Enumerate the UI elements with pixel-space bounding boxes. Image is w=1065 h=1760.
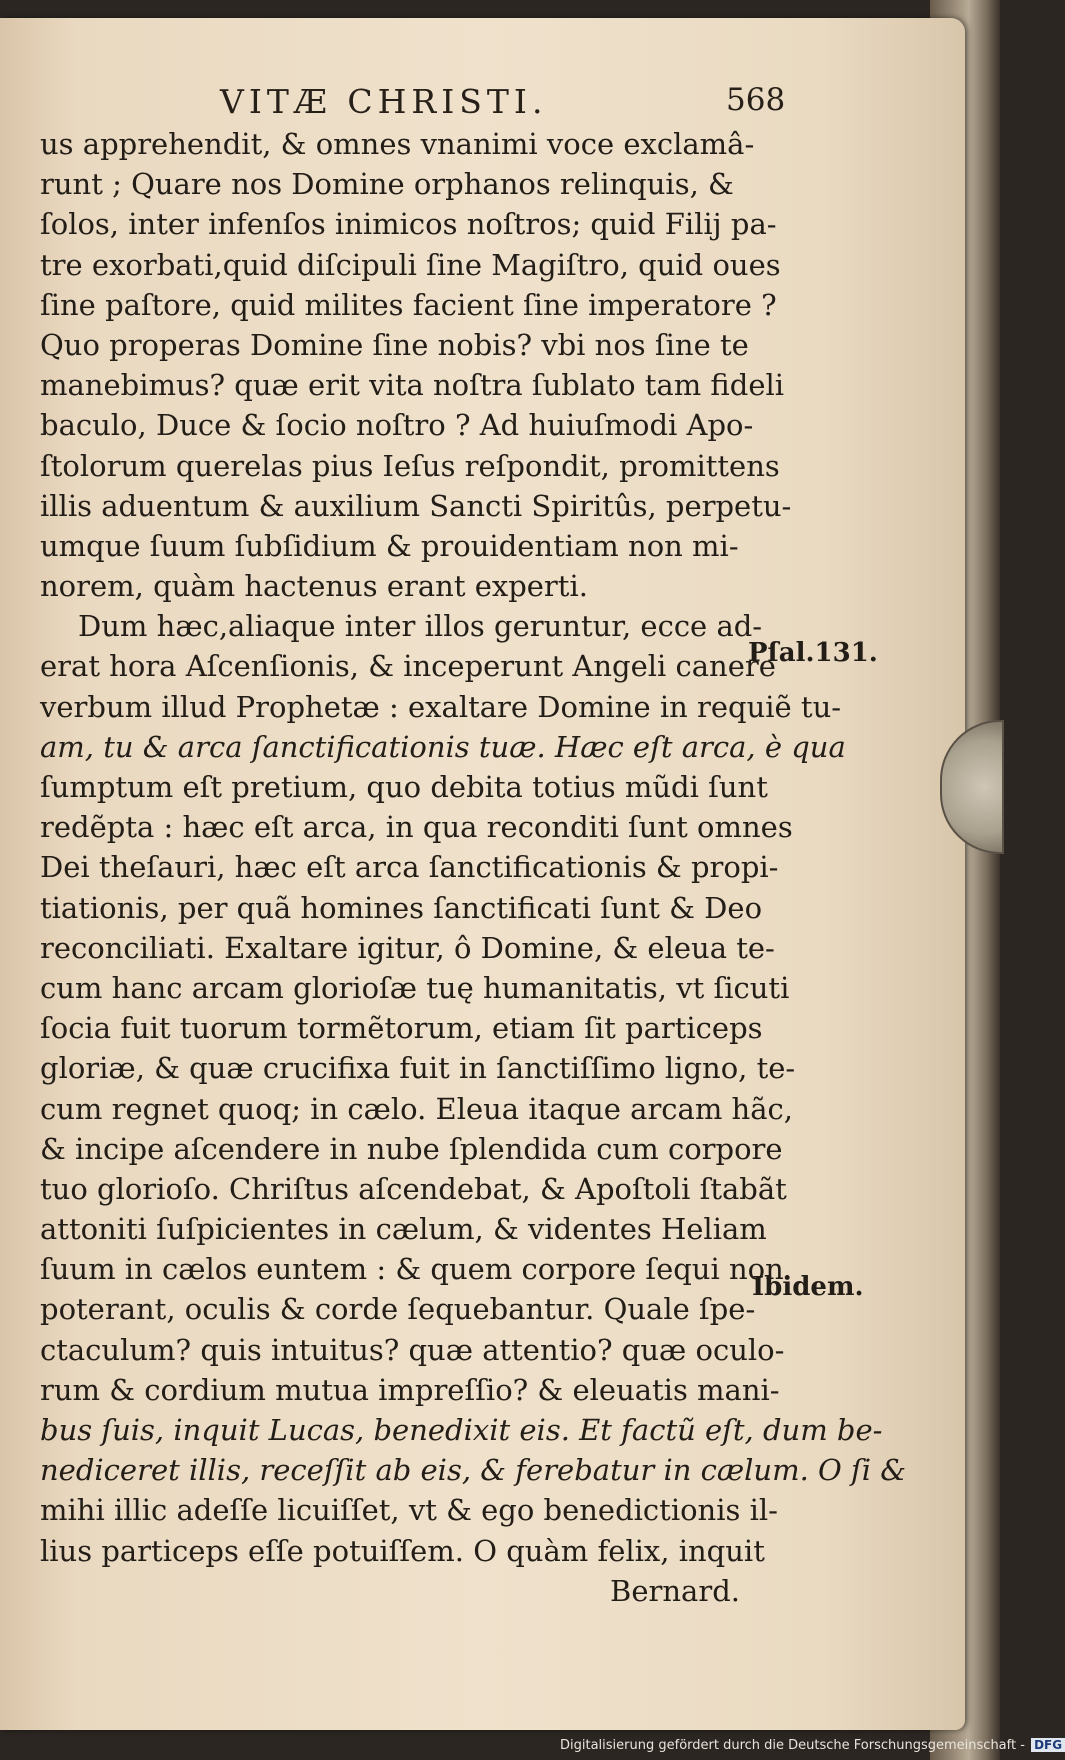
footer-credit: Digitalisierung gefördert durch die Deutsche Forschungsgemeinschaft -	[560, 1738, 1025, 1753]
page-number: 568	[726, 82, 786, 118]
text-line: cum hanc arcam glorioſæ tuę humanitatis, vt ſicuti	[40, 970, 790, 1005]
running-head	[0, 68, 965, 128]
text-line: manebimus? quæ erit vita noſtra ſublato tam fideli	[40, 368, 785, 403]
text-line: redẽpta : hæc eſt arca, in qua reconditi ſunt omnes	[40, 810, 793, 845]
text-line: baculo, Duce & ſocio noſtro ? Ad huiuſmodi Apo-	[40, 408, 754, 443]
text-line: bus ſuis, inquit Lucas, benedixit eis. Et factũ eſt, dum be-	[40, 1413, 883, 1447]
text-line: ſine paſtore, quid milites facient ſine imperatore ?	[40, 287, 777, 322]
running-head-title: VITÆ CHRISTI.	[220, 82, 548, 121]
text-line: us apprehendit, & omnes vnanimi voce exclamâ-	[40, 127, 755, 161]
text-line: tiationis, per quã homines ſanctificati ſunt & Deo	[40, 890, 763, 925]
text-line: ctaculum? quis intuitus? quæ attentio? quæ oculo-	[40, 1332, 785, 1367]
text-line: ſuum in cælos euntem : & quem corpore ſequi non	[40, 1252, 784, 1287]
text-line: tuo glorioſo. Chriſtus aſcendebat, & Apoſtoli ſtabãt	[40, 1171, 787, 1206]
text-line: ſumptum eſt pretium, quo debita totius mũdi ſunt	[40, 770, 768, 804]
text-line: verbum illud Prophetæ : exaltare Domine in requiẽ tu-	[40, 689, 842, 724]
text-line: runt ; Quare nos Domine orphanos relinquis, &	[40, 167, 734, 202]
text-line: poterant, oculis & corde ſequebantur. Quale ſpe-	[40, 1292, 756, 1327]
marginal-note-ibidem: Ibidem.	[752, 1272, 864, 1302]
text-line: tre exorbati,quid diſcipuli ſine Magiſtro, quid oues	[40, 247, 781, 282]
marginal-note-psalm: Pſal.131.	[748, 638, 878, 668]
text-line: gloriæ, & quæ crucifixa fuit in ſanctiſſimo ligno, te-	[40, 1051, 796, 1086]
text-line: lius particeps eſſe potuiſſem. O quàm felix, inquit	[40, 1533, 765, 1568]
text-line: rum & cordium mutua impreſſio? & eleuatis mani-	[40, 1372, 780, 1407]
text-line: nediceret illis, receſſit ab eis, & ferebatur in cælum. O ſi &	[40, 1453, 907, 1488]
text-line: attoniti ſuſpicientes in cælum, & videntes Heliam	[40, 1212, 767, 1247]
digitization-footer	[560, 1738, 1065, 1753]
text-line: illis aduentum & auxilium Sancti Spiritûs, perpetu-	[40, 488, 792, 523]
text-line: ſtolorum querelas pius Ieſus reſpondit, promittens	[40, 448, 780, 483]
catchword: Bernard.	[610, 1573, 740, 1608]
text-line: umque ſuum ſubſidium & prouidentiam non mi-	[40, 528, 739, 563]
paragraph-start-line: Dum hæc,aliaque inter illos geruntur, ecce ad-	[78, 609, 763, 644]
text-line: cum regnet quoq; in cælo. Eleua itaque arcam hãc,	[40, 1091, 793, 1126]
text-line: mihi illic adeſſe licuiſſet, vt & ego benedictionis il-	[40, 1493, 778, 1528]
text-line: am, tu & arca ſanctificationis tuæ. Hæc eſt arca, è qua	[40, 729, 846, 764]
text-line: Dei theſauri, hæc eſt arca ſanctificationis & propi-	[40, 850, 779, 885]
text-line: norem, quàm hactenus erant experti.	[40, 569, 588, 604]
dfg-logo: DFG	[1031, 1738, 1065, 1752]
text-line: Quo properas Domine ſine nobis? vbi nos ſine te	[40, 327, 749, 362]
text-line: ſolos, inter infenſos inimicos noſtros; quid Filij pa-	[40, 207, 777, 242]
text-line: ſocia fuit tuorum tormẽtorum, etiam ſit particeps	[40, 1011, 763, 1046]
text-line: erat hora Aſcenſionis, & inceperunt Angeli canere	[40, 649, 776, 684]
text-line: reconciliati. Exaltare igitur, ô Domine, & eleua te-	[40, 930, 775, 965]
text-line: & incipe aſcendere in nube ſplendida cum corpore	[40, 1131, 783, 1166]
